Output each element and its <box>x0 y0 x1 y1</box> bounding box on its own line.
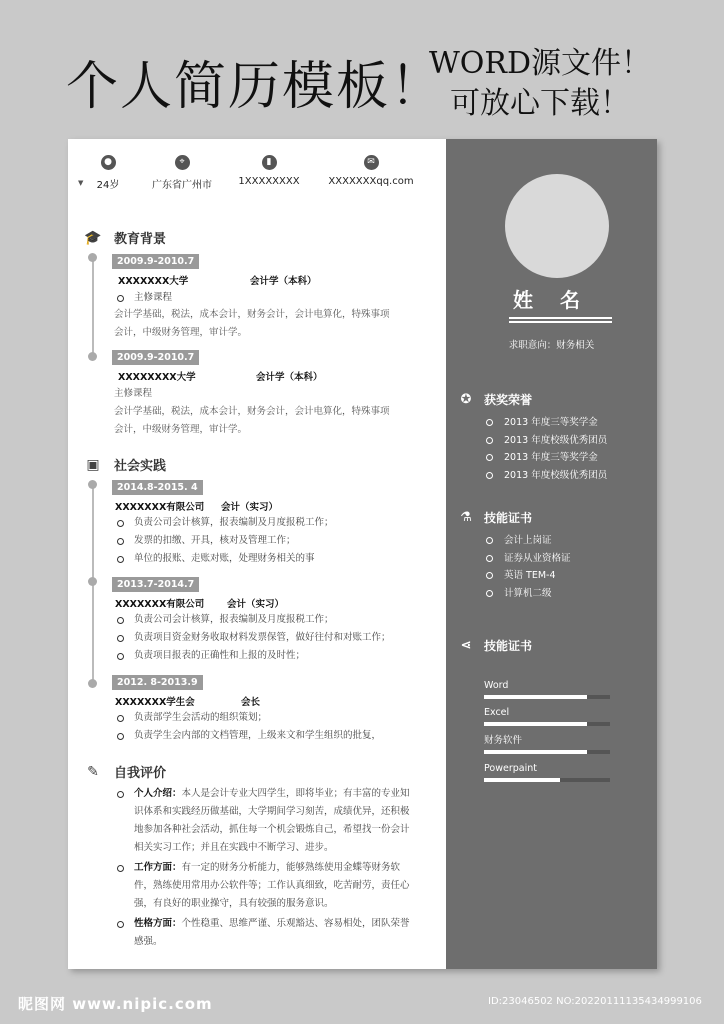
awards-list <box>486 414 607 484</box>
list-item: 发票的扣缴、开具，核对及管理工作； <box>116 532 436 550</box>
timeline-dot <box>88 679 97 688</box>
job-intent: 求职意向：财务相关 <box>508 340 595 351</box>
banner-title: 个人简历模板！ <box>66 57 445 117</box>
skill-bar <box>484 695 610 699</box>
skills-title: 技能证书 <box>484 639 533 653</box>
list-item <box>116 915 416 951</box>
profile-name: 姓 名 <box>513 288 590 312</box>
list-item: 负责部学生会活动的组织策划； <box>116 709 436 727</box>
edu-major-2: 会计学（本科） <box>256 372 323 383</box>
share-icon: ⋖ <box>460 638 472 653</box>
left-column <box>68 139 446 969</box>
skill-name: Excel <box>484 707 510 718</box>
skill-word <box>484 679 610 699</box>
mail-icon: ✉ <box>364 155 379 170</box>
practice-date-2: 2013.7-2014.7 <box>112 577 199 592</box>
edu-body-1-line2: 会计学基础，税法，成本会计，财务会计，会计电算化，特殊事项 <box>114 309 390 320</box>
medal-icon: ✪ <box>460 392 472 407</box>
briefcase-icon: ▣ <box>86 456 100 473</box>
practice-list-2 <box>116 611 436 665</box>
list-item: 负责项目报表的正确性和上报的及时性； <box>116 647 436 665</box>
edu-body-2-line1: 主修课程 <box>114 388 153 399</box>
skill-bar-fill <box>484 722 587 726</box>
timeline-dot <box>88 253 97 262</box>
watermark-left: 昵图网 www.nipic.com <box>18 995 213 1013</box>
practice-role-3: 会长 <box>241 697 261 708</box>
skills-header <box>458 637 532 654</box>
name-divider <box>509 321 612 323</box>
list-item: 英语 TEM-4 <box>486 567 571 585</box>
name-divider <box>509 317 612 319</box>
banner-subtitle-line2: 可放心下载！ <box>450 86 630 121</box>
list-item: 负责公司会计核算，报表编制及月度报税工作； <box>116 514 436 532</box>
eval-label-2: 工作方面： <box>134 862 182 873</box>
edu-school-1: XXXXXXX大学 <box>118 276 189 287</box>
contact-age <box>90 155 126 191</box>
edu-title-2 <box>118 369 323 383</box>
section-practice-header <box>84 455 166 474</box>
section-evaluation-header <box>84 762 166 781</box>
list-item: 2013 年度校级优秀团员 <box>486 432 607 450</box>
contact-location-text: 广东省广州市 <box>152 180 212 191</box>
skill-excel <box>484 706 610 726</box>
contact-age-text: 24岁 <box>96 180 120 191</box>
eval-text-3: 个性稳重、思维严谨、乐观豁达、容易相处，团队荣誉感强。 <box>134 918 410 947</box>
section-education-title: 教育背景 <box>114 232 167 247</box>
graduation-cap-icon: 🎓 <box>84 229 102 246</box>
list-item: 负责公司会计核算，报表编制及月度报税工作； <box>116 611 436 629</box>
edu-school-2: XXXXXXXX大学 <box>118 372 196 383</box>
list-item: 证券从业资格证 <box>486 550 571 568</box>
caret-down-icon: ▼ <box>78 179 84 187</box>
skill-name: 财务软件 <box>484 735 523 746</box>
awards-header <box>458 391 532 408</box>
banner-subtitle-line1: WORD源文件！ <box>428 46 652 81</box>
edu-course-list-1 <box>116 289 436 307</box>
list-item: 2013 年度三等奖学金 <box>486 414 607 432</box>
phone-icon: ▮ <box>262 155 277 170</box>
timeline-dot <box>88 480 97 489</box>
awards-title: 获奖荣誉 <box>484 393 533 407</box>
eval-label-1: 个人介绍： <box>134 788 182 799</box>
list-item: 2013 年度三等奖学金 <box>486 449 607 467</box>
edu-date-2: 2009.9-2010.7 <box>112 350 199 365</box>
certs-header <box>458 509 532 526</box>
contact-location <box>142 155 222 191</box>
timeline-line <box>92 257 94 357</box>
edu-body-1-line3: 会计，中级财务管理，审计学。 <box>114 327 248 338</box>
list-item <box>116 859 416 913</box>
watermark-right: ID:23046502 NO:20220111135434999106 <box>488 996 702 1007</box>
timeline-dot <box>88 577 97 586</box>
contact-email-text: XXXXXXXqq.com <box>328 176 414 187</box>
location-icon: ⌖ <box>175 155 190 170</box>
banner-subtitle <box>420 44 660 124</box>
edu-major-1: 会计学（本科） <box>250 276 317 287</box>
skill-bar <box>484 778 610 782</box>
skill-bar-fill <box>484 778 560 782</box>
contact-row <box>78 155 438 195</box>
practice-title-1 <box>115 499 279 513</box>
evaluation-list <box>116 785 416 951</box>
edu-body-2-line3: 会计，中级财务管理，审计学。 <box>114 424 248 435</box>
list-item: 主修课程 <box>116 289 436 307</box>
edu-title-1 <box>118 273 317 287</box>
skill-bar-fill <box>484 750 587 754</box>
skill-name: Word <box>484 680 509 691</box>
practice-role-1: 会计（实习） <box>221 502 279 513</box>
edu-date-1: 2009.9-2010.7 <box>112 254 199 269</box>
avatar <box>505 174 609 278</box>
list-item: 2013 年度校级优秀团员 <box>486 467 607 485</box>
skill-bar <box>484 750 610 754</box>
resume-sheet <box>68 139 657 969</box>
eval-text-2: 有一定的财务分析能力，能够熟练使用金蝶等财务软件，熟练使用常用办公软件等；工作认真细致，吃苦耐劳，责任心强，有良好的职业操守，具有较强的服务意识。 <box>134 862 410 909</box>
certs-title: 技能证书 <box>484 511 533 525</box>
banner <box>0 0 724 135</box>
right-column <box>446 139 657 969</box>
list-item: 会计上岗证 <box>486 532 571 550</box>
edu-body-1 <box>114 306 429 342</box>
practice-date-3: 2012. 8-2013.9 <box>112 675 203 690</box>
practice-title-2 <box>115 596 285 610</box>
person-icon: ● <box>101 155 116 170</box>
skill-powerpaint <box>484 762 610 782</box>
section-education-header <box>84 228 166 247</box>
edu-body-2-line2: 会计学基础，税法，成本会计，财务会计，会计电算化，特殊事项 <box>114 406 390 417</box>
certs-list <box>486 532 571 602</box>
list-item: 单位的报账、走账对账，处理财务相关的事 <box>116 550 436 568</box>
list-item: 负责项目资金财务收取材料发票保管，做好往付和对账工作； <box>116 629 436 647</box>
skill-finance-software <box>484 734 610 754</box>
eval-label-3: 性格方面： <box>134 918 182 929</box>
skill-bar-fill <box>484 695 587 699</box>
flask-icon: ⚗ <box>460 510 472 525</box>
list-item <box>116 785 416 857</box>
eval-text-1: 本人是会计专业大四学生，即将毕业；有丰富的专业知识体系和实践经历做基础，大学期间学习刻苦，成绩优异，还积极地参加各种社会活动，抓住每一个机会锻炼自己，希望找一份会计相关实习工作；并且在实践中不断学习、进步。 <box>134 788 410 853</box>
practice-date-1: 2014.8-2015. 4 <box>112 480 203 495</box>
section-practice-title: 社会实践 <box>114 459 167 474</box>
practice-title-3 <box>115 694 261 708</box>
practice-org-3: XXXXXXX学生会 <box>115 697 195 708</box>
timeline-dot <box>88 352 97 361</box>
list-item: 负责学生会内部的文档管理，上级来文和学生组织的批复， <box>116 727 436 745</box>
practice-org-2: XXXXXXX有限公司 <box>115 599 205 610</box>
edu-body-2 <box>114 385 429 439</box>
section-evaluation-title: 自我评价 <box>114 766 167 781</box>
edit-icon: ✎ <box>87 763 99 780</box>
skill-bar <box>484 722 610 726</box>
contact-email <box>326 155 416 187</box>
practice-org-1: XXXXXXX有限公司 <box>115 502 205 513</box>
contact-phone <box>226 155 312 187</box>
list-item: 计算机二级 <box>486 585 571 603</box>
skill-name: Powerpaint <box>484 763 537 774</box>
practice-list-1 <box>116 514 436 568</box>
practice-role-2: 会计（实习） <box>227 599 285 610</box>
practice-list-3 <box>116 709 436 745</box>
contact-phone-text: 1XXXXXXXX <box>238 176 300 187</box>
